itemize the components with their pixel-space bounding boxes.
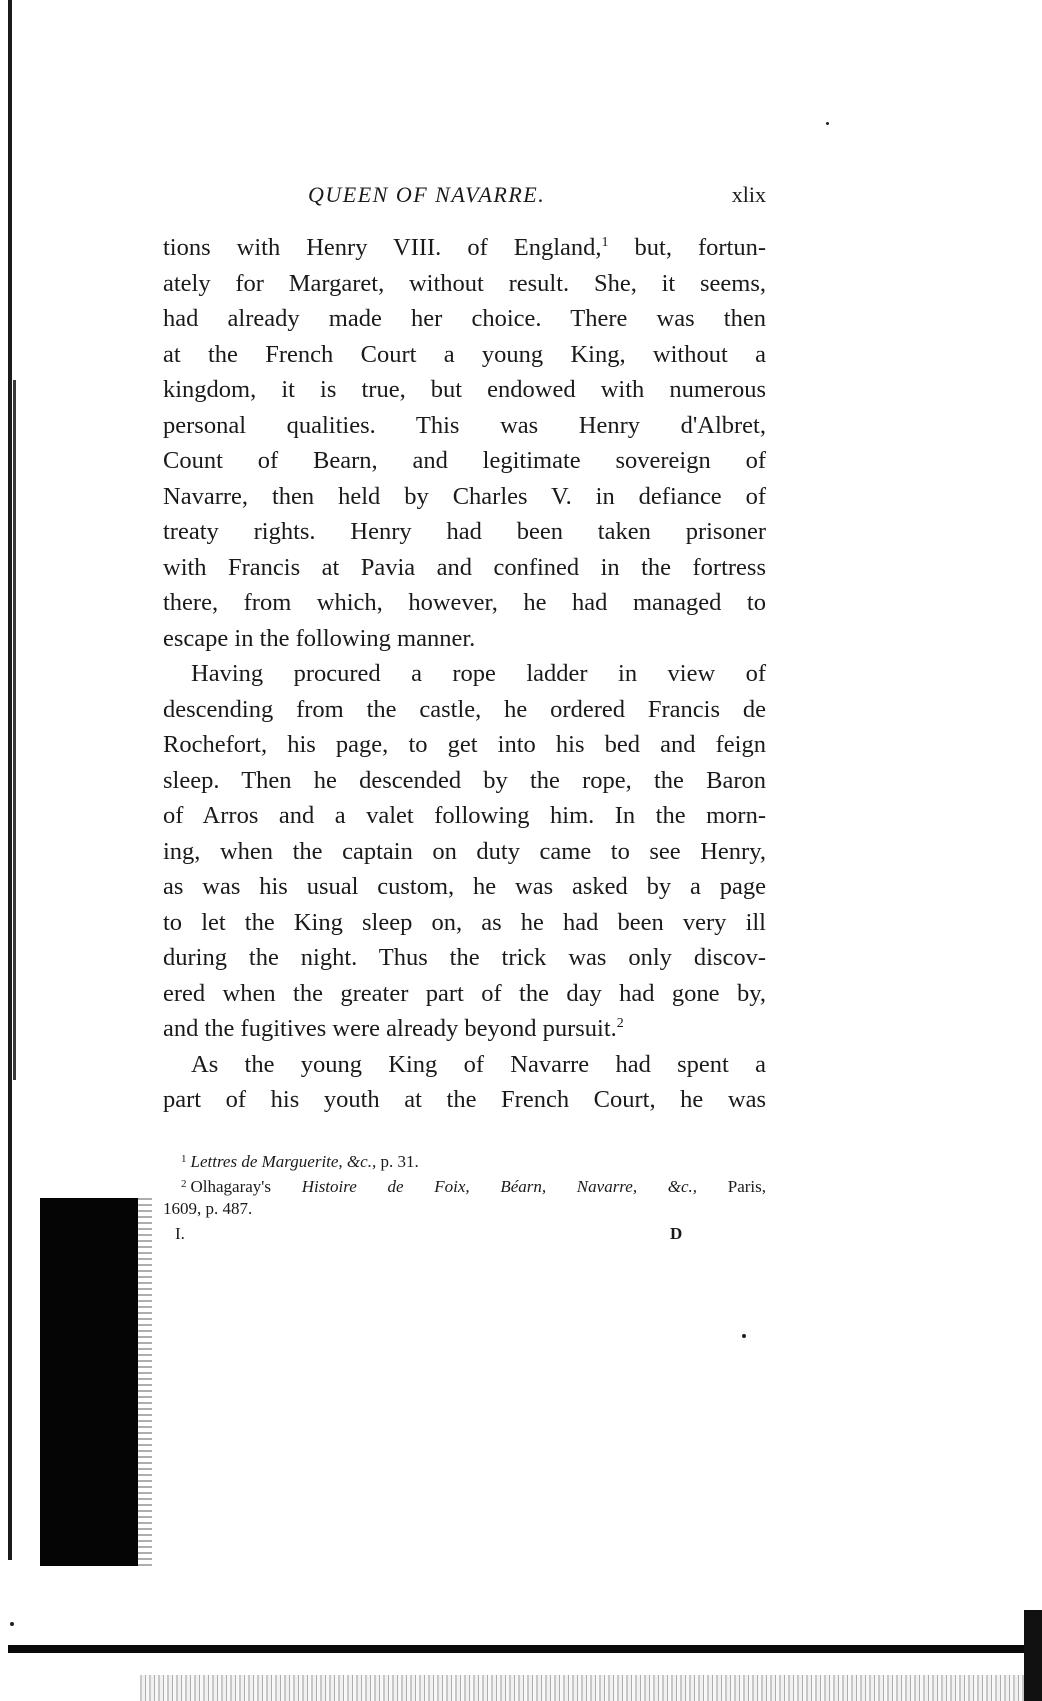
page-header [163,180,766,220]
text-line: Count of Bearn, and legitimate sovereign of [163,447,766,474]
text-line: to let the King sleep on, as he had been very ill [163,908,766,936]
signature-mark: D [670,1224,683,1243]
scan-speck [826,122,829,125]
text-line: of Arros and a valet following him. In the morn- [163,802,766,829]
scan-noise-bottom [140,1675,1042,1701]
signature-row [163,1224,766,1248]
text-line: and the fugitives were already beyond pursuit.$^2$ [163,1015,624,1042]
text-line: treaty rights. Henry had been taken prisoner [163,518,766,545]
text-line: personal qualities. This was Henry d'Albret, [163,411,766,439]
footnote-2: $^2$ Olhagaray's Histoire de Foix, Béarn, Navarre, &c., Paris, [181,1177,767,1196]
scan-border-bottom [8,1645,1042,1653]
volume-mark: I. [175,1224,185,1243]
text-line: tions with Henry VIII. of England,$^1$ but, fortun- [163,234,766,261]
body-text [163,230,766,1118]
text-line: descending from the castle, he ordered Francis de [163,695,766,723]
scan-border-left [8,0,12,1560]
footnote-2-continuation: 1609, p. 487. [163,1199,253,1218]
scan-border-left-inner [13,380,16,1080]
text-line: at the French Court a young King, without a [163,340,766,368]
text-line: kingdom, it is true, but endowed with numerous [163,376,766,403]
text-line: Navarre, then held by Charles V. in defiance of [163,482,766,510]
footnote-ref: 1 [601,235,609,250]
text-line: there, from which, however, he had managed to [163,589,766,616]
scan-dark-block [40,1198,138,1566]
text-line: with Francis at Pavia and confined in the fortress [163,553,766,581]
footnotes [163,1148,766,1220]
footnote-ref: 2 [616,1016,624,1031]
scan-border-right [1024,1610,1042,1701]
text-line: had already made her choice. There was then [163,305,766,332]
scan-speck [742,1334,746,1338]
scan-speck [10,1622,14,1626]
text-line: ing, when the captain on duty came to see Henry, [163,837,766,865]
text-line: ered when the greater part of the day had gone by, [163,979,766,1007]
page-number: xlix [731,182,766,207]
text-line: ately for Margaret, without result. She, it seems, [163,269,766,297]
running-title: QUEEN OF NAVARRE. [308,182,546,207]
text-line: Rochefort, his page, to get into his bed and feign [163,731,766,758]
text-line: escape in the following manner. [163,624,476,652]
text-line: as was his usual custom, he was asked by a page [163,873,766,900]
text-line: part of his youth at the French Court, he was [163,1086,766,1113]
text-line: during the night. Thus the trick was only discov- [163,944,766,971]
text-line: sleep. Then he descended by the rope, the Baron [163,766,766,794]
text-line: As the young King of Navarre had spent a [191,1050,766,1078]
text-line: Having procured a rope ladder in view of [191,660,766,687]
footnote-1: $^1$ Lettres de Marguerite, &c., p. 31. [181,1152,419,1171]
